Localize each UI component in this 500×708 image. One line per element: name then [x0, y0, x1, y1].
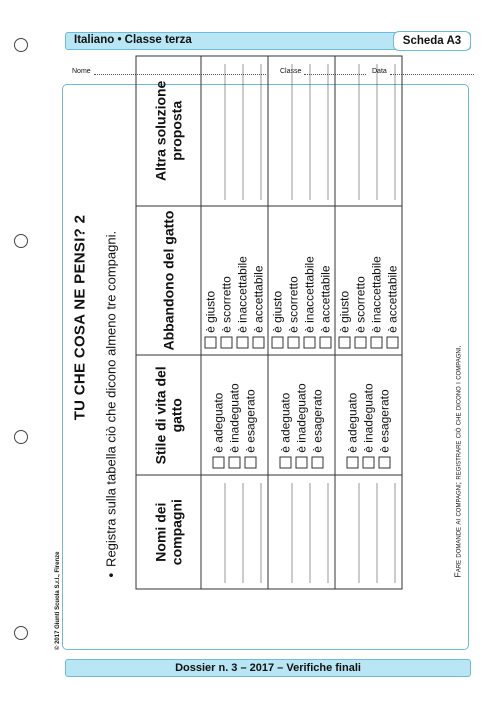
option-label: è adeguato: [211, 392, 226, 453]
lifestyle-cell: [268, 355, 335, 475]
date-label: Data: [372, 68, 387, 75]
option[interactable]: [243, 356, 259, 469]
abandonment-cell: [335, 206, 402, 356]
answer-line[interactable]: [208, 484, 226, 583]
bullet-icon: •: [103, 572, 119, 578]
binder-hole: [14, 234, 28, 248]
answer-line[interactable]: [244, 65, 262, 200]
checkbox[interactable]: [355, 337, 367, 349]
option[interactable]: [211, 356, 227, 469]
option[interactable]: [377, 356, 393, 469]
answer-line[interactable]: [342, 65, 360, 200]
option-label: è adeguato: [345, 392, 360, 453]
option-label: è esagerato: [377, 389, 392, 453]
abandonment-cell: [201, 206, 268, 356]
answer-line[interactable]: [360, 484, 378, 583]
option[interactable]: [345, 356, 361, 469]
answer-line[interactable]: [226, 65, 244, 200]
answer-line[interactable]: [275, 484, 293, 583]
option[interactable]: [227, 356, 243, 469]
checkbox[interactable]: [221, 337, 233, 349]
option-label: è inaccettabile: [302, 256, 317, 333]
option[interactable]: [251, 206, 267, 349]
checkbox[interactable]: [304, 337, 316, 349]
option[interactable]: [294, 356, 310, 469]
option[interactable]: [286, 206, 302, 349]
checkbox[interactable]: [363, 457, 375, 469]
checkbox[interactable]: [237, 337, 249, 349]
option[interactable]: [385, 206, 401, 349]
option[interactable]: [219, 206, 235, 349]
table-row: [268, 56, 335, 589]
checkbox[interactable]: [339, 337, 351, 349]
checkbox[interactable]: [213, 457, 225, 469]
option-label: è inadeguato: [227, 383, 242, 453]
checkbox[interactable]: [280, 457, 292, 469]
option-label: è giusto: [203, 290, 218, 333]
answer-line[interactable]: [293, 484, 311, 583]
option-label: è giusto: [270, 290, 285, 333]
names-cell[interactable]: [201, 475, 268, 589]
answer-line[interactable]: [244, 484, 262, 583]
option-label: è esagerato: [310, 389, 325, 453]
option-label: è inadeguato: [294, 383, 309, 453]
lifestyle-cell: [335, 355, 402, 475]
subject-title: Italiano • Classe terza: [74, 34, 192, 46]
name-label: Nome: [72, 68, 91, 75]
option[interactable]: [337, 206, 353, 349]
solution-cell[interactable]: [268, 56, 335, 206]
option-label: è inadeguato: [361, 383, 376, 453]
option-label: è accettabile: [251, 265, 266, 333]
table-row: [335, 56, 402, 589]
column-header: Altra soluzione proposta: [136, 56, 201, 206]
answer-line[interactable]: [311, 484, 329, 583]
answer-line[interactable]: [378, 484, 396, 583]
teacher-note: Fare domande ai compagni; registrare ciò che dicono i compagni.: [452, 345, 463, 578]
checkbox[interactable]: [312, 457, 324, 469]
binder-hole: [14, 626, 28, 640]
instruction: [104, 231, 119, 578]
answer-line[interactable]: [226, 484, 244, 583]
option[interactable]: [361, 356, 377, 469]
sheet-label: Scheda A3: [393, 31, 471, 51]
option[interactable]: [353, 206, 369, 349]
binder-hole: [14, 38, 28, 52]
option[interactable]: [310, 356, 326, 469]
names-cell[interactable]: [268, 475, 335, 589]
binder-hole: [14, 430, 28, 444]
footer-bar: Dossier n. 3 – 2017 – Verifiche finali: [65, 659, 471, 677]
option[interactable]: [235, 206, 251, 349]
option[interactable]: [302, 206, 318, 349]
option[interactable]: [203, 206, 219, 349]
table-row: [201, 56, 268, 589]
solution-cell[interactable]: [335, 56, 402, 206]
answer-line[interactable]: [293, 65, 311, 200]
option[interactable]: [270, 206, 286, 349]
checkbox[interactable]: [320, 337, 332, 349]
option-label: è scorretto: [286, 276, 301, 333]
option-label: è inaccettabile: [235, 256, 250, 333]
answer-line[interactable]: [311, 65, 329, 200]
names-cell[interactable]: [335, 475, 402, 589]
lifestyle-cell: [201, 355, 268, 475]
column-header: Stile di vita del gatto: [136, 355, 201, 475]
abandonment-cell: [268, 206, 335, 356]
option-label: è scorretto: [219, 276, 234, 333]
checkbox[interactable]: [229, 457, 241, 469]
checkbox[interactable]: [371, 337, 383, 349]
answer-line[interactable]: [360, 65, 378, 200]
option-label: è accettabile: [318, 265, 333, 333]
checkbox[interactable]: [253, 337, 265, 349]
survey-table: [136, 56, 403, 590]
option[interactable]: [278, 356, 294, 469]
checkbox[interactable]: [379, 457, 391, 469]
exercise-heading: TU CHE COSA NE PENSI? 2: [71, 214, 89, 421]
option-label: è accettabile: [385, 265, 400, 333]
checkbox[interactable]: [288, 337, 300, 349]
solution-cell[interactable]: [201, 56, 268, 206]
column-header: Abbandono del gatto: [136, 206, 201, 356]
answer-line[interactable]: [378, 65, 396, 200]
checkbox[interactable]: [387, 337, 399, 349]
instruction-text: Registra sulla tabella ciò che dicono almeno tre compagni.: [103, 230, 119, 567]
option[interactable]: [369, 206, 385, 349]
exercise-area: [64, 36, 469, 600]
checkbox[interactable]: [296, 457, 308, 469]
option-label: è giusto: [337, 290, 352, 333]
answer-line[interactable]: [208, 65, 226, 200]
checkbox[interactable]: [245, 457, 257, 469]
checkbox[interactable]: [272, 337, 284, 349]
answer-line[interactable]: [342, 484, 360, 583]
option[interactable]: [318, 206, 334, 349]
option-label: è esagerato: [243, 389, 258, 453]
option-label: è adeguato: [278, 392, 293, 453]
column-header: Nomi dei compagni: [136, 475, 201, 589]
checkbox[interactable]: [347, 457, 359, 469]
checkbox[interactable]: [205, 337, 217, 349]
option-label: è scorretto: [353, 276, 368, 333]
class-label: Classe: [280, 68, 302, 75]
answer-line[interactable]: [275, 65, 293, 200]
option-label: è inaccettabile: [369, 256, 384, 333]
copyright: © 2017 Giunti Scuola S.r.l., Firenze: [55, 551, 61, 650]
